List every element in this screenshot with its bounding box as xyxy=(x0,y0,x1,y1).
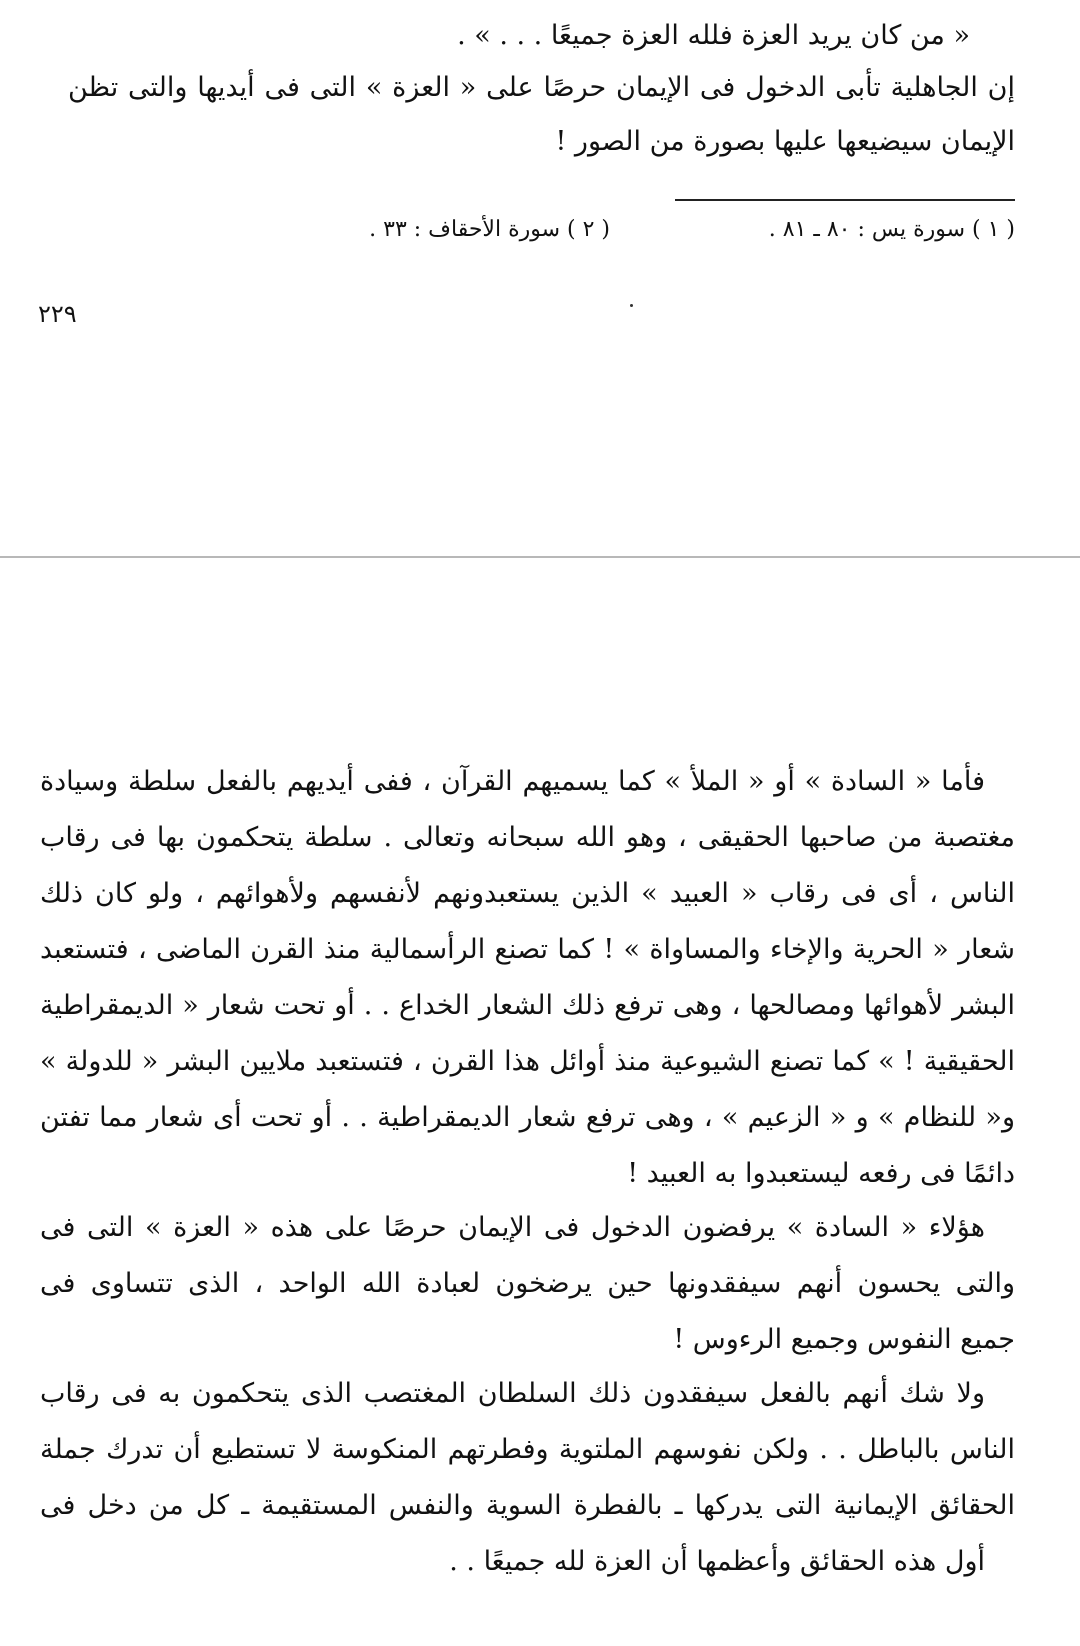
paragraph-1-line-6: الحقيقية ! » كما تصنع الشيوعية منذ أوائل هذا القرن ، فتستعبد ملايين البشر « للدولة » xyxy=(40,1046,1015,1077)
current-page xyxy=(0,560,1080,1646)
paragraph-1-line-1: فأما « السادة » أو « الملأ » كما يسميهم القرآن ، ففى أيديهم بالفعل سلطة وسيادة xyxy=(40,766,985,797)
footnote-1: ( ١ ) سورة يس : ٨٠ ـ ٨١ . xyxy=(768,217,1015,242)
paragraph-3-line-3: الحقائق الإيمانية التى يدركها ـ بالفطرة السوية والنفس المستقيمة ـ كل من دخل فى xyxy=(40,1490,1015,1521)
paragraph-1-line-7: و« للنظام » و « الزعيم » ، وهى ترفع شعار الديمقراطية . . أو تحت أى شعار مما تفتن xyxy=(40,1102,1015,1133)
text-line: إن الجاهلية تأبى الدخول فى الإيمان حرصًا على « العزة » التى فى أيديها والتى تظن xyxy=(68,72,1015,103)
paragraph-2-line-2: والتى يحسون أنهم سيفقدونها حين يرضخون لعبادة الله الواحد ، الذى تتساوى فى xyxy=(40,1268,1015,1299)
quran-quote-line: « من كان يريد العزة فلله العزة جميعًا . . . » . xyxy=(457,20,970,51)
page-separator xyxy=(0,556,1080,558)
previous-page xyxy=(0,0,1080,555)
footnote-2: ( ٢ ) سورة الأحقاف : ٣٣ . xyxy=(369,217,610,242)
paragraph-1-line-4: شعار « الحرية والإخاء والمساواة » ! كما تصنع الرأسمالية منذ القرن الماضى ، فتستعبد xyxy=(40,934,1015,965)
page-number: ٢٢٩ xyxy=(38,300,77,328)
footnote-divider xyxy=(675,199,1015,201)
paragraph-1-line-3: الناس ، أى فى رقاب « العبيد » الذين يستعبدونهم لأنفسهم ولأهوائهم ، ولو كان ذلك xyxy=(40,878,1015,909)
paragraph-1-line-2: مغتصبة من صاحبها الحقيقى ، وهو الله سبحانه وتعالى . سلطة يتحكمون بها فى رقاب xyxy=(40,822,1015,853)
paragraph-1-line-5: البشر لأهوائها ومصالحها ، وهى ترفع ذلك الشعار الخداع . . أو تحت شعار « الديمقراطية xyxy=(40,990,1015,1021)
paragraph-2-line-1: هؤلاء « السادة » يرفضون الدخول فى الإيمان حرصًا على هذه « العزة » التى فى xyxy=(40,1212,985,1243)
paragraph-1-line-8: دائمًا فى رفعه ليستعبدوا به العبيد ! xyxy=(627,1158,1015,1189)
paragraph-3-line-1: ولا شك أنهم بالفعل سيفقدون ذلك السلطان المغتصب الذى يتحكمون به فى رقاب xyxy=(40,1378,985,1409)
scan-speck xyxy=(630,304,633,307)
paragraph-3-line-2: الناس بالباطل . . ولكن نفوسهم الملتوية وفطرتهم المنكوسة لا تستطيع أن تدرك جملة xyxy=(40,1434,1015,1465)
paragraph-4-line-1: أول هذه الحقائق وأعظمها أن العزة لله جميعًا . . xyxy=(449,1546,985,1577)
paragraph-2-line-3: جميع النفوس وجميع الرءوس ! xyxy=(673,1324,1015,1355)
text-line: الإيمان سيضيعها عليها بصورة من الصور ! xyxy=(555,126,1015,157)
